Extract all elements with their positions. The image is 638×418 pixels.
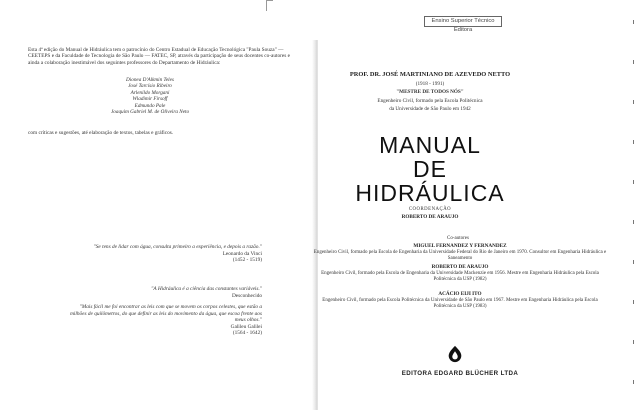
quote-unknown <box>62 286 262 299</box>
author-bio-line: da Universidade de São Paulo em 1942 <box>389 106 471 112</box>
intro-paragraph: Esta 4ª edição do Manual de Hidráulica tem o patrocínio do Centro Estadual de Educação Tecnológica "Paula Souza" — CEETEPS e da Faculdade de Tecnologia de São Paulo — FATEC, SP, através da participação de seus docentes co-autores e ainda a colaboração inestimável dos seguintes professores do Departamento de Hidráulica: <box>28 47 290 66</box>
professor-list <box>80 77 220 115</box>
margin-tick <box>633 340 634 344</box>
publisher-logo-icon <box>446 345 464 363</box>
quote-years: (1564 - 1642) <box>232 330 262 337</box>
thanks-line: com críticas e sugestões, até elaboração de textos, tabelas e gráficos. <box>28 130 174 136</box>
left-page <box>0 0 318 418</box>
professor-name: Edmundo Pale <box>134 102 166 109</box>
quote-author: Leonardo da Vinci <box>222 250 262 257</box>
professor-name: José Tarcísio Ribeiro <box>128 83 172 90</box>
margin-tick <box>633 260 634 264</box>
library-stamp: Ensino Superior Técnico Editora <box>424 16 502 27</box>
coauthor-name: ACÁCIO EIJI ITO <box>438 291 482 297</box>
professor-name: Joaquim Gabriel M. de Oliveira Neto <box>110 109 190 116</box>
author-tribute: "MESTRE DE TODOS NÓS" <box>396 89 464 95</box>
professor-name: Wladimir Firsoff <box>132 96 168 103</box>
coordinator-name: ROBERTO DE ARAUJO <box>401 214 459 220</box>
margin-tick <box>633 180 634 184</box>
author-bio-line: Engenheiro Civil, formado pela Escola Politécnica <box>377 98 483 104</box>
quote-text: "A Hidráulica é a ciência das constantes variáveis." <box>151 286 262 292</box>
quote-galileo <box>62 304 262 337</box>
quote-author: Galileu Galilei <box>230 323 262 330</box>
quote-text: "Se tens de lidar com água, consulta primeiro a experiência, e depois a razão." <box>93 244 262 250</box>
quote-da-vinci <box>62 244 262 264</box>
margin-tick <box>633 220 634 224</box>
page-edge-mark <box>266 0 273 11</box>
publisher-name: EDITORA EDGARD BLÜCHER LTDA <box>401 370 519 377</box>
margin-tick <box>633 100 634 104</box>
coauthors-label: Co-autores <box>447 236 469 241</box>
professor-name: Dionea D'Alkmin Teles <box>126 77 174 83</box>
professor-name: Arlenildo Morgani <box>130 89 170 96</box>
book-title-line: MANUAL <box>379 132 481 158</box>
margin-tick <box>633 140 634 144</box>
quote-years: (1452 - 1519) <box>232 257 262 264</box>
coauthor-name: ROBERTO DE ARAUJO <box>431 264 489 270</box>
margin-tick <box>633 20 634 24</box>
coauthor-bio: Engenheiro Civil, formado pela Escola de Engenharia da Universidade Mackenzie em 1956. Mestre em Engenharia Hidráulica pela Escola Politécnica da USP (1982) <box>321 271 599 283</box>
coauthor-bio: Engenheiro Civil, formado pela Escola de Engenharia da Universidade Federal do Rio de Janeiro em 1970. Consultor em Engenharia Hidráulica e Saneamento <box>313 250 607 262</box>
quote-text: "Mais fácil me foi encontrar as leis com que se movem os corpos celestes, que estão a milhões de quilômetros, do que definir as leis do movimento da água, que escoa frente aos meus olhos." <box>70 304 262 324</box>
margin-tick <box>633 380 634 384</box>
margin-tick <box>633 60 634 64</box>
book-title-line: HIDRÁULICA <box>355 180 505 206</box>
book-title-line: DE <box>413 156 447 182</box>
coauthor-bio: Engenheiro Civil, formado pela Escola Politécnica da Universidade de São Paulo em 1967. Mestre em Engenharia Hidráulica pela Escola Politécnica da USP (1983) <box>322 298 598 310</box>
quote-author: Desconhecido <box>231 292 262 299</box>
margin-tick <box>633 300 634 304</box>
author-name: PROF. DR. JOSÉ MARTINIANO DE AZEVEDO NETTO <box>349 71 511 78</box>
author-dates: (1918 - 1991) <box>415 81 445 87</box>
coordination-label: COORDENAÇÃO <box>408 207 452 212</box>
coauthor-name: MIGUEL FERNANDEZ Y FERNANDEZ <box>413 243 507 249</box>
